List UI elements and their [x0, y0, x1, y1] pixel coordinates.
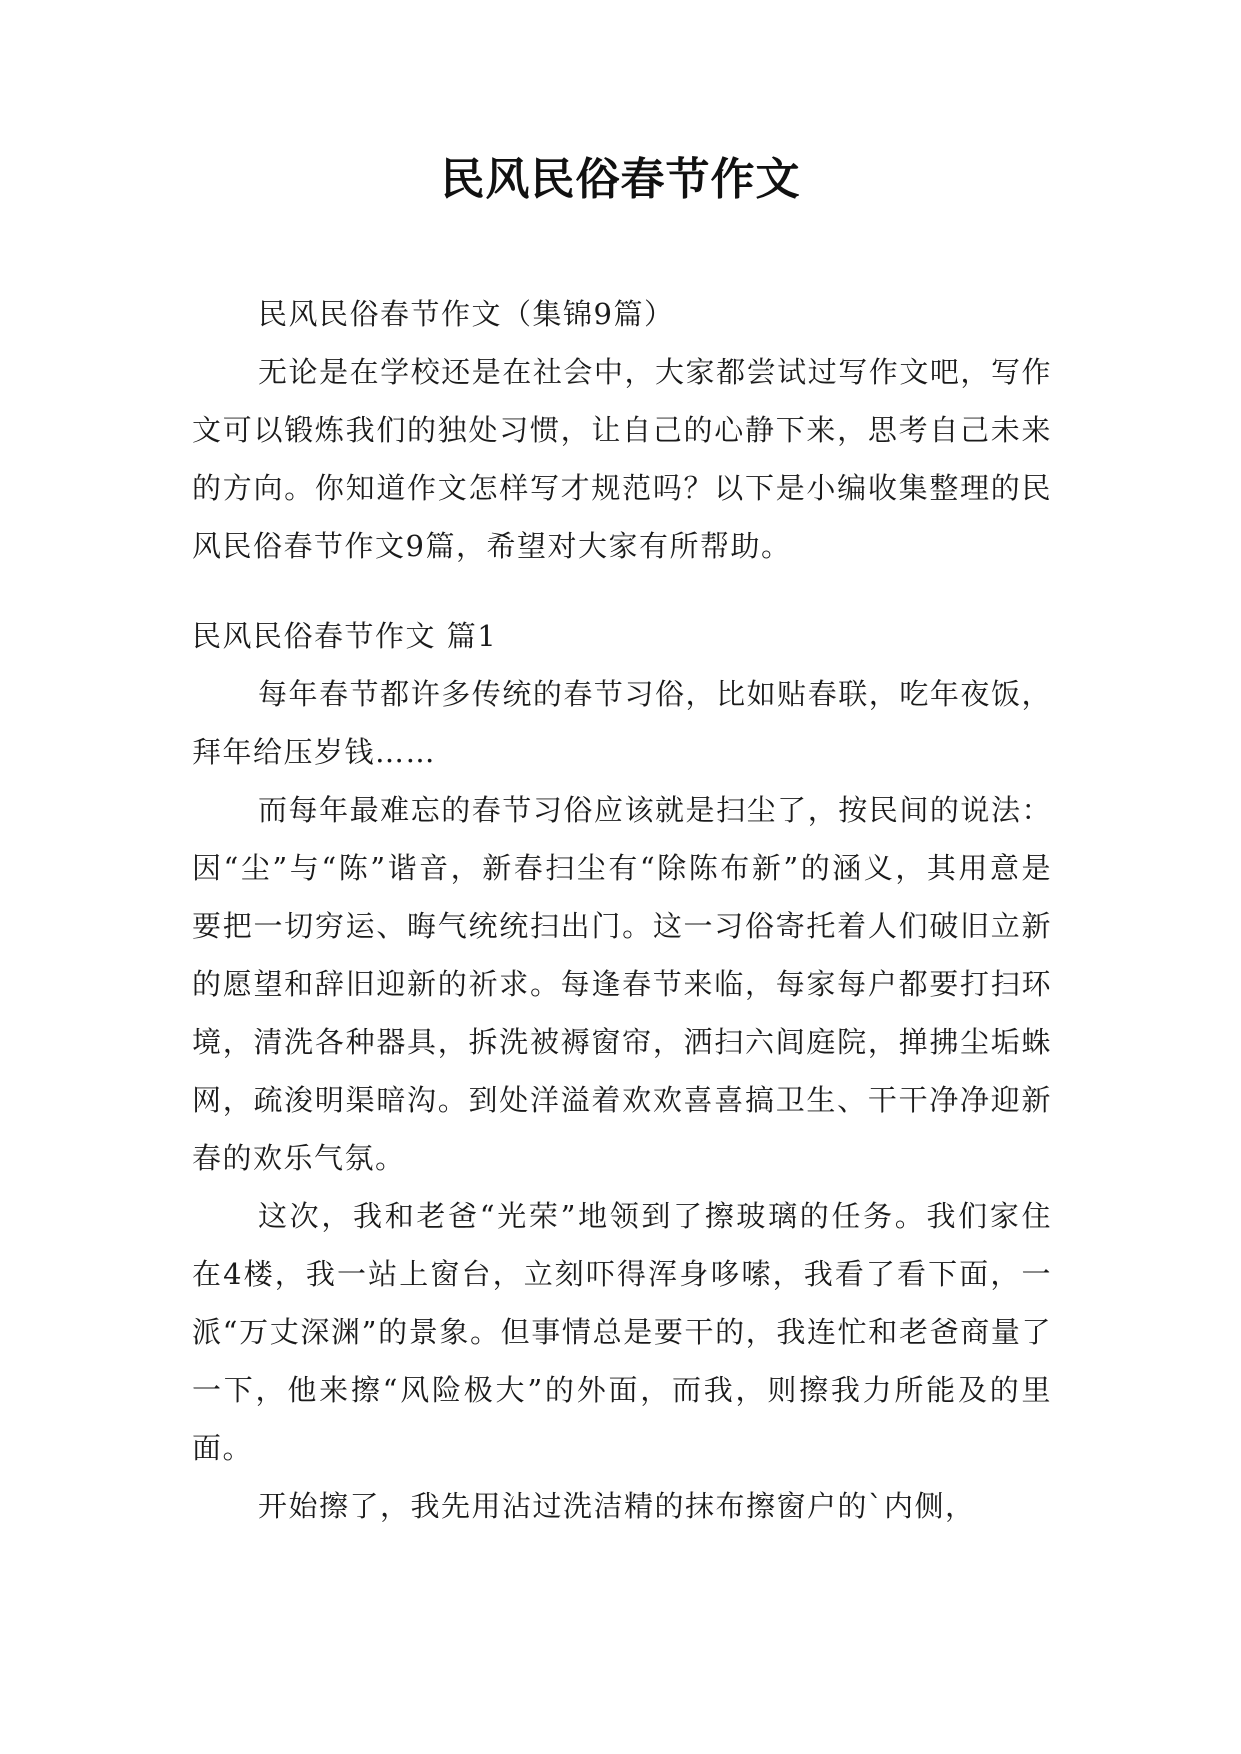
intro-subtitle: 民风民俗春节作文（集锦9篇）: [258, 297, 675, 331]
document-body: [192, 285, 1052, 1535]
intro-paragraph: 无论是在学校还是在社会中，大家都尝试过写作文吧，写作文可以锻炼我们的独处习惯，让自己的心静下来，思考自己未来的方向。你知道作文怎样写才规范吗？以下是小编收集整理的民风民俗春节作文9篇，希望对大家有所帮助。: [192, 355, 1052, 563]
section-paragraph-1: 每年春节都许多传统的春节习俗，比如贴春联，吃年夜饭，拜年给压岁钱……: [192, 677, 1052, 769]
document-title: 民风民俗春节作文: [440, 154, 801, 205]
section-paragraph-2: 而每年最难忘的春节习俗应该就是扫尘了，按民间的说法：因“尘”与“陈”谐音，新春扫尘有“除陈布新”的涵义，其用意是要把一切穷运、晦气统统扫出门。这一习俗寄托着人们破旧立新的愿望和辞旧迎新的祈求。每逢春节来临，每家每户都要打扫环境，清洗各种器具，拆洗被褥窗帘，洒扫六闾庭院，掸拂尘垢蛛网，疏浚明渠暗沟。到处洋溢着欢欢喜喜搞卫生、干干净净迎新春的欢乐气氛。: [192, 793, 1052, 1175]
section-paragraph-4: 开始擦了，我先用沾过洗洁精的抹布擦窗户的`内侧，: [258, 1489, 976, 1523]
section-heading: 民风民俗春节作文 篇1: [192, 619, 498, 653]
section-paragraph-3: 这次，我和老爸“光荣”地领到了擦玻璃的任务。我们家住在4楼，我一站上窗台，立刻吓得浑身哆嗦，我看了看下面，一派“万丈深渊”的景象。但事情总是要干的，我连忙和老爸商量了一下，他来擦“风险极大”的外面，而我，则擦我力所能及的里面。: [192, 1199, 1052, 1465]
